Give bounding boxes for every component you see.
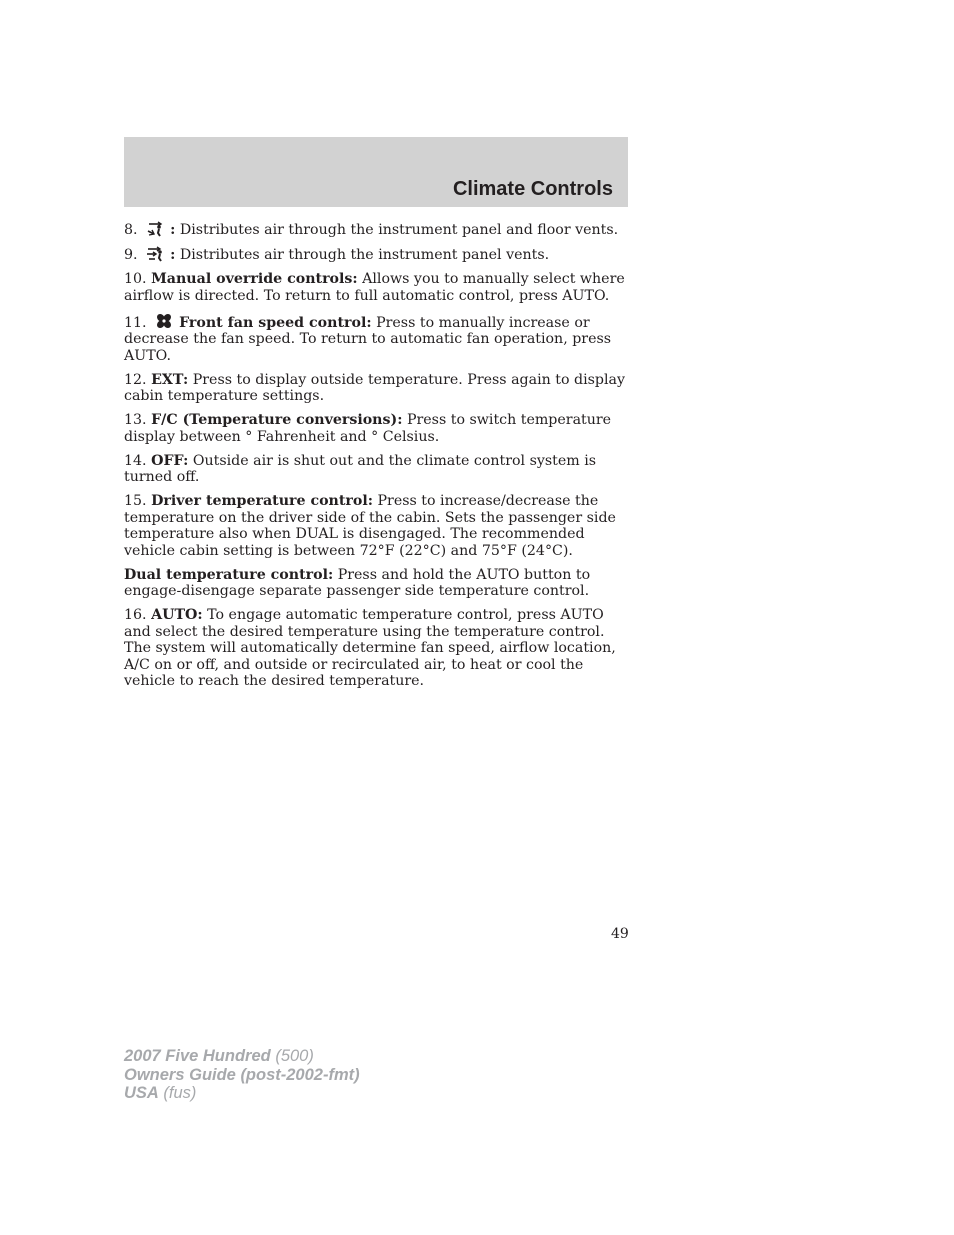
item-text: Allows you to manually select where airflow is directed. To return to full automatic control, press AUTO. [124,271,625,304]
item-label: F/C (Temperature conversions): [151,412,403,428]
item-text: Distributes air through the instrument panel and floor vents. [175,222,619,238]
item-number: 9. [124,247,138,263]
footer-model-code: (500) [270,1047,314,1065]
footer-model: 2007 Five Hundred [124,1047,271,1065]
item-number: 8. [124,222,138,238]
page-number: 49 [611,926,629,942]
item-text: Outside air is shut out and the climate control system is turned off. [124,452,597,485]
panel-floor-vent-icon [146,221,164,237]
item-text: Press and hold the AUTO button to engage-disengage separate passenger side temperature control. [124,566,591,599]
item-label: EXT: [151,371,189,388]
list-item [124,372,630,405]
footer-market: USA [124,1084,159,1103]
list-item [124,567,630,600]
fan-icon [155,312,173,330]
item-label: Dual temperature control: [124,566,334,583]
item-text: To engage automatic temperature control, press AUTO and select the desired temperature using the temperature control. The system will automatically determine fan speed, airflow location, A/C on or off, and outside or recirculated air, to heat or cool the vehicle to reach the desired temperature. [124,607,616,689]
content-body [124,221,630,697]
document-footer [124,1047,360,1103]
item-number: 12. [124,371,147,388]
item-label: Driver temperature control: [151,493,373,509]
section-title: Climate Controls [452,178,613,200]
list-item [124,271,630,304]
item-number: 10. [124,271,147,287]
item-number: 13. [124,412,147,428]
item-number: 15. [124,493,147,509]
list-item [124,246,630,264]
item-label: : [170,222,176,238]
list-item [124,221,630,239]
footer-line [124,1066,360,1085]
list-item [124,607,630,690]
footer-line [124,1084,360,1103]
item-text: Press to display outside temperature. Press again to display cabin temperature settings. [124,371,625,404]
item-text: Distributes air through the instrument panel vents. [175,247,550,263]
list-item [124,493,630,559]
list-item [124,453,630,486]
item-label: OFF: [151,452,189,469]
footer-line [124,1047,360,1066]
list-item [124,312,630,365]
item-text: Press to switch temperature display between ° Fahrenheit and ° Celsius. [124,412,612,445]
item-label: : [170,247,176,263]
item-label: Front fan speed control: [179,314,372,331]
item-text: Press to manually increase or decrease the fan speed. To return to automatic fan operation, press AUTO. [124,314,612,364]
item-label: Manual override controls: [151,271,358,287]
item-number: 11. [124,314,147,331]
footer-guide: Owners Guide (post-2002-fmt) [124,1065,360,1084]
item-number: 14. [124,452,147,469]
section-header [124,137,628,207]
item-number: 16. [124,607,147,623]
panel-vent-icon [146,246,164,262]
list-item [124,412,630,445]
item-label: AUTO: [151,607,203,623]
footer-market-code: (fus) [158,1084,197,1103]
item-text: Press to increase/decrease the temperature on the driver side of the cabin. Sets the passenger side temperature also when DUAL is disengaged. The recommended vehicle cabin setting is between 72°F (22°C) and 75°F (24°C). [124,493,616,559]
